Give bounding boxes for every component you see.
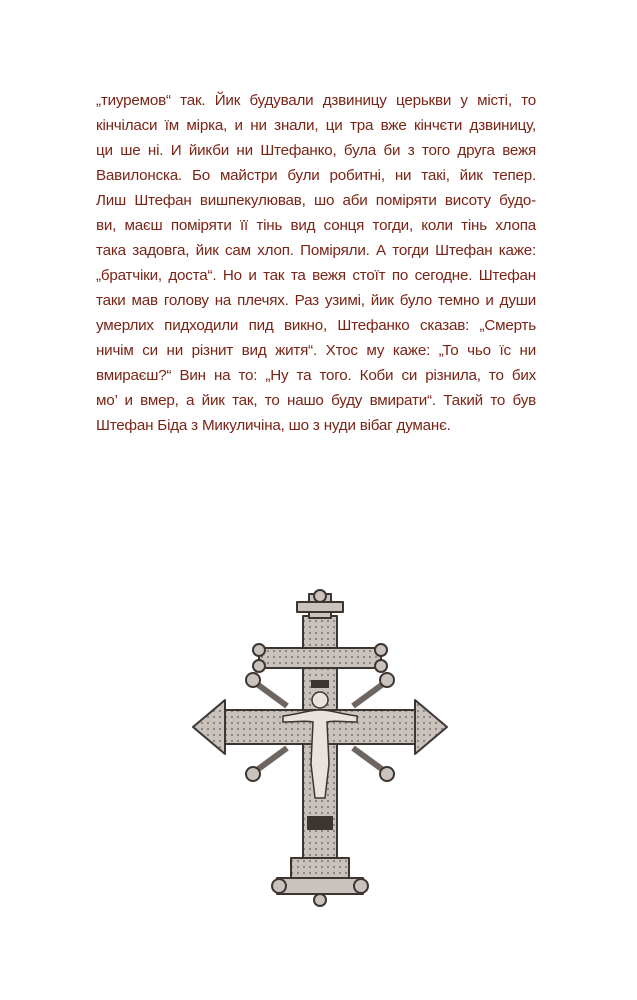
- text-line: Вавилонска. Бо майстри були робитні, ни такі, йик тепер.: [96, 167, 536, 184]
- text-line: умерлих пидходили пид викно, Штефанко сказав: „Смерть: [96, 317, 536, 334]
- text-line: вмираєш?“ Вин на то: „Ну та того. Коби си різнила, то бих: [96, 367, 536, 384]
- text-line: така задовга, йик сам хлоп. Поміряли. А тогди Штефан каже:: [96, 242, 536, 259]
- text-line: ци ше ні. И йикби ни Штефанко, була би з того друга вежя: [96, 142, 536, 159]
- text-line: ничім си ни різнит вид житя“. Хтос му каже: „То чьо їс ни: [96, 342, 536, 359]
- cross-illustration: [187, 588, 453, 908]
- text-line: Штефан Біда з Микуличіна, шо з нуди вібаг думанє.: [96, 417, 451, 434]
- text-line: „братчіки, доста“. Но и так та вежя стоїт по сегодне. Штефан: [96, 267, 536, 284]
- text-line: „тиуремов“ так. Йик будували дзвиницу церькви у місті, то: [96, 92, 536, 109]
- carved-cross-icon: [187, 588, 453, 908]
- text-line: таки мав голову на плечях. Раз узимі, йик було темно и души: [96, 292, 536, 309]
- text-line: кінчіласи їм мірка, и ни знали, ци тра вже кінчєти дзвиницу,: [96, 117, 536, 134]
- body-text: [96, 88, 536, 438]
- text-line: мо’ и вмер, а йик так, то нашо буду вмирати“. Такий то був: [96, 392, 536, 409]
- text-line: Лиш Штефан вишпекулював, шо аби поміряти висоту будо-: [96, 192, 536, 209]
- text-line: ви, маєш поміряти її тінь вид сонця тогди, коли тінь хлопа: [96, 217, 536, 234]
